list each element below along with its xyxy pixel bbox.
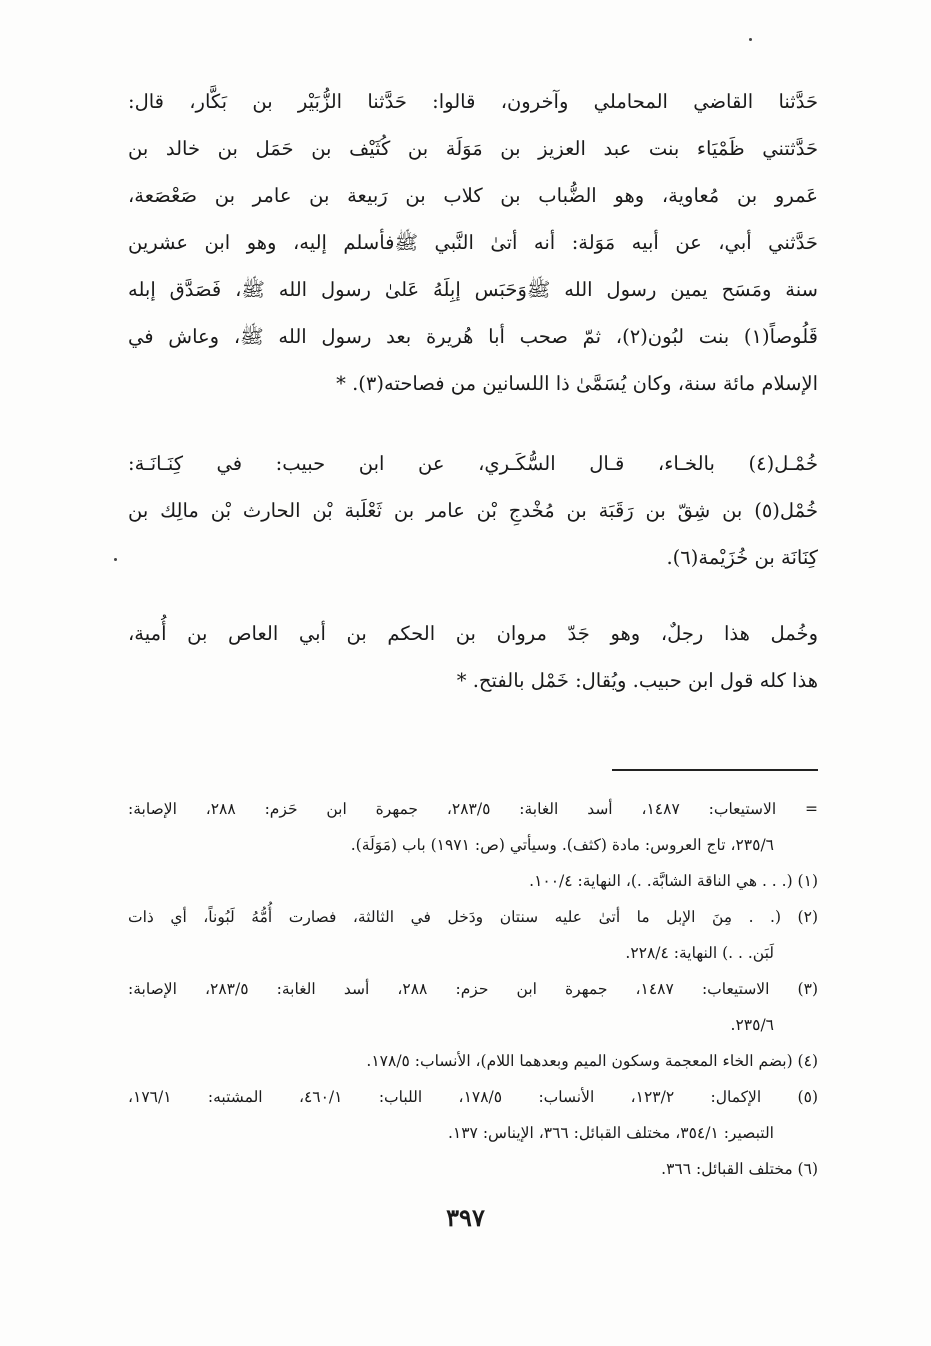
body-paragraph-1 <box>128 78 818 407</box>
text-line: هذا كله قول ابن حبيب. ويُقال: خَمْل بالفتح. * <box>456 669 818 692</box>
footnote-2-cont: لَبَن. . .) النهاية: ٢٢٨/٤. <box>625 944 774 962</box>
text-line: قَلُوصاً(١) بنت لبُون(٢)، ثمّ صحب أبا هُريرة بعد رسول الله ﷺ، وعاش في <box>128 325 818 348</box>
footnote-5: (٥) الإكمال: ١٢٣/٢، الأنساب: ١٧٨/٥، اللباب: ٤٦٠/١، المشتبه: ١٧٦/١، <box>128 1088 818 1106</box>
text-line: خُمْل(٥) بن شِقّ بن رَقَبَة بن مُخْدجِ بْن عامر بن ثَعْلَبة بْن الحارث بْن مالِك بن <box>128 499 818 522</box>
footnote-3: (٣) الاستيعاب: ١٤٨٧، جمهرة ابن حزم: ٢٨٨، أسد الغابة: ٢٨٣/٥، الإصابة: <box>128 980 818 998</box>
text-line: سنة ومَسَح يمين رسول الله ﷺوَحَبَس إبِلَهُ عَلىٰ رسول الله ﷺ، فَصَدَّق إبله <box>128 278 818 301</box>
text-line: حَدَّثنا القاضي المحاملي وآخرون، قالوا: حَدَّثنا الزُّبَيْر بن بَكَّار، قال: <box>128 90 818 113</box>
footnote-4: (٤) (بضم الخاء المعجمة وسكون الميم وبعدهما اللام)، الأنساب: ١٧٨/٥. <box>366 1052 818 1070</box>
ink-speck <box>749 38 752 41</box>
ink-speck <box>114 558 117 561</box>
footnote-continued: ٢٣٥/٦، تاج العروس: مادة (كثف). وسيأتي (ص: ١٩٧١) باب (مَوَلَة). <box>350 836 774 854</box>
footnote-2: (٢) (. . مِنَ الإبل ما أتىٰ عليه سنتان ودَخل في الثالثة، فصارت أُمُّهُ لَبُوناً، أي ذات <box>128 908 818 926</box>
text-line: وخُمل هذا رجلٌ، وهو جَدّ مروان بن الحكم بن أبي العاص بن أُمية، <box>128 622 818 645</box>
footnote-1: (١) (. . . هي الناقة الشابَّة. .)، النهاية: ١٠٠/٤. <box>529 872 818 890</box>
page-number: ٣٩٧ <box>446 1203 485 1232</box>
body-paragraph-2 <box>128 440 818 581</box>
body-paragraph-3 <box>128 610 818 704</box>
footnotes-section <box>128 791 818 1187</box>
text-line: كِنَانَة بن خُزَيْمة(٦). <box>666 546 818 569</box>
text-line: حَدَّثني أبي، عن أبيه مَوَلة: أنه أتىٰ النَّبي ﷺفأسلم إليه، وهو ابن عشرين <box>128 231 818 254</box>
text-line: عَمرو بن مُعاوية، وهو الضُّباب بن كلاب بن رَبيعة بن عامر بن صَعْصَعة، <box>128 184 818 207</box>
footnote-5-cont: التبصير: ٣٥٤/١، مختلف القبائل: ٣٦٦، الإيناس: ١٣٧. <box>447 1124 774 1142</box>
footnote-continued: = الاستيعاب: ١٤٨٧، أسد الغابة: ٢٨٣/٥، جمهرة ابن حَزم: ٢٨٨، الإصابة: <box>128 800 818 818</box>
text-line: خُمْـل(٤) بالخـاء، قـال السُّكَـري، عن ابن حبيب: في كِنَـانَـة: <box>128 452 818 475</box>
footnote-3-cont: ٢٣٥/٦. <box>730 1016 774 1034</box>
footnote-6: (٦) مختلف القبائل: ٣٦٦. <box>661 1160 818 1178</box>
footnote-separator <box>612 769 818 771</box>
text-line: حَدَّثتني ظَمْيَاء بنت عبد العزيز بن مَوَلَة بن كُثَيْف بن حَمَل بن خالد بن <box>128 137 818 160</box>
text-line: الإسلام مائة سنة، وكان يُسَمَّىٰ ذا اللسانين من فصاحته(٣). * <box>336 372 818 395</box>
